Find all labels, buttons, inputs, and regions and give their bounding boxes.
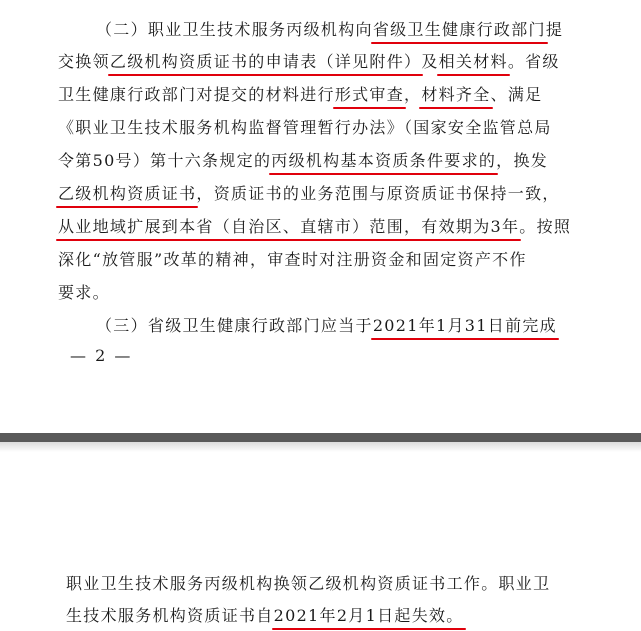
para-line xyxy=(58,217,571,237)
text-segment: 要求。 xyxy=(58,283,110,302)
para-line xyxy=(58,85,542,105)
para-line xyxy=(96,316,557,336)
para-line xyxy=(96,20,563,40)
para-line xyxy=(58,184,560,204)
text-segment: 。按照 xyxy=(519,217,572,236)
text-segment: 令第50号）第十六条规定的 xyxy=(58,151,272,170)
text-segment: 卫生健康行政部门对提交的材料进行 xyxy=(58,85,335,104)
text-segment: 职业卫生技术服务丙级机构换领乙级机构资质证书工作。职业卫 xyxy=(66,574,551,593)
text-segment: 交换领 xyxy=(58,52,110,71)
para-line xyxy=(66,574,550,594)
para-line xyxy=(58,283,110,303)
text-segment: 及 xyxy=(421,52,439,71)
underlined-text: 省级卫生健康行政部门 xyxy=(372,20,546,39)
para-line xyxy=(58,52,560,72)
underlined-text: 形式审查 xyxy=(334,85,405,104)
page-number: — 2 — xyxy=(70,346,133,365)
underlined-text: 材料齐全 xyxy=(421,85,491,104)
text-segment: ， xyxy=(404,85,422,104)
para-line xyxy=(58,151,548,171)
para-line xyxy=(58,250,527,270)
underlined-text: 相关材料 xyxy=(438,52,508,71)
text-segment: ，换发 xyxy=(496,151,549,170)
underlined-text: 丙级机构基本资质条件要求的 xyxy=(271,151,497,170)
text-segment: （二）职业卫生技术服务丙级机构向 xyxy=(96,20,373,39)
text-segment: 提 xyxy=(545,20,564,39)
para-line xyxy=(66,606,464,626)
underlined-text: 从业地域扩展到本省（自治区、直辖市）范围，有效期为3年 xyxy=(58,217,520,236)
text-segment: 《职业卫生技术服务机构监督管理暂行办法》（国家安全监管总局 xyxy=(58,118,552,137)
text-segment: （三）省级卫生健康行政部门应当于 xyxy=(96,316,373,335)
text-segment: 深化“放管服”改革的精神，审查时对注册资金和固定资产不作 xyxy=(58,250,527,269)
underlined-text: 乙级机构资质证书的申请表（详见附件） xyxy=(109,52,422,71)
text-segment: 生技术服务机构资质证书自 xyxy=(66,606,274,625)
text-segment: 、满足 xyxy=(490,85,543,104)
underlined-text: 2021年2月1日起失效。 xyxy=(273,606,464,625)
underlined-text: 乙级机构资质证书 xyxy=(58,184,197,203)
page-separator xyxy=(0,433,641,442)
text-segment: 。省级 xyxy=(507,52,560,71)
page-separator-shadow xyxy=(0,442,641,452)
text-segment: ，资质证书的业务范围与原资质证书保持一致， xyxy=(196,184,560,203)
underlined-text: 2021年1月31日前完成 xyxy=(372,316,557,335)
para-line xyxy=(58,118,552,138)
